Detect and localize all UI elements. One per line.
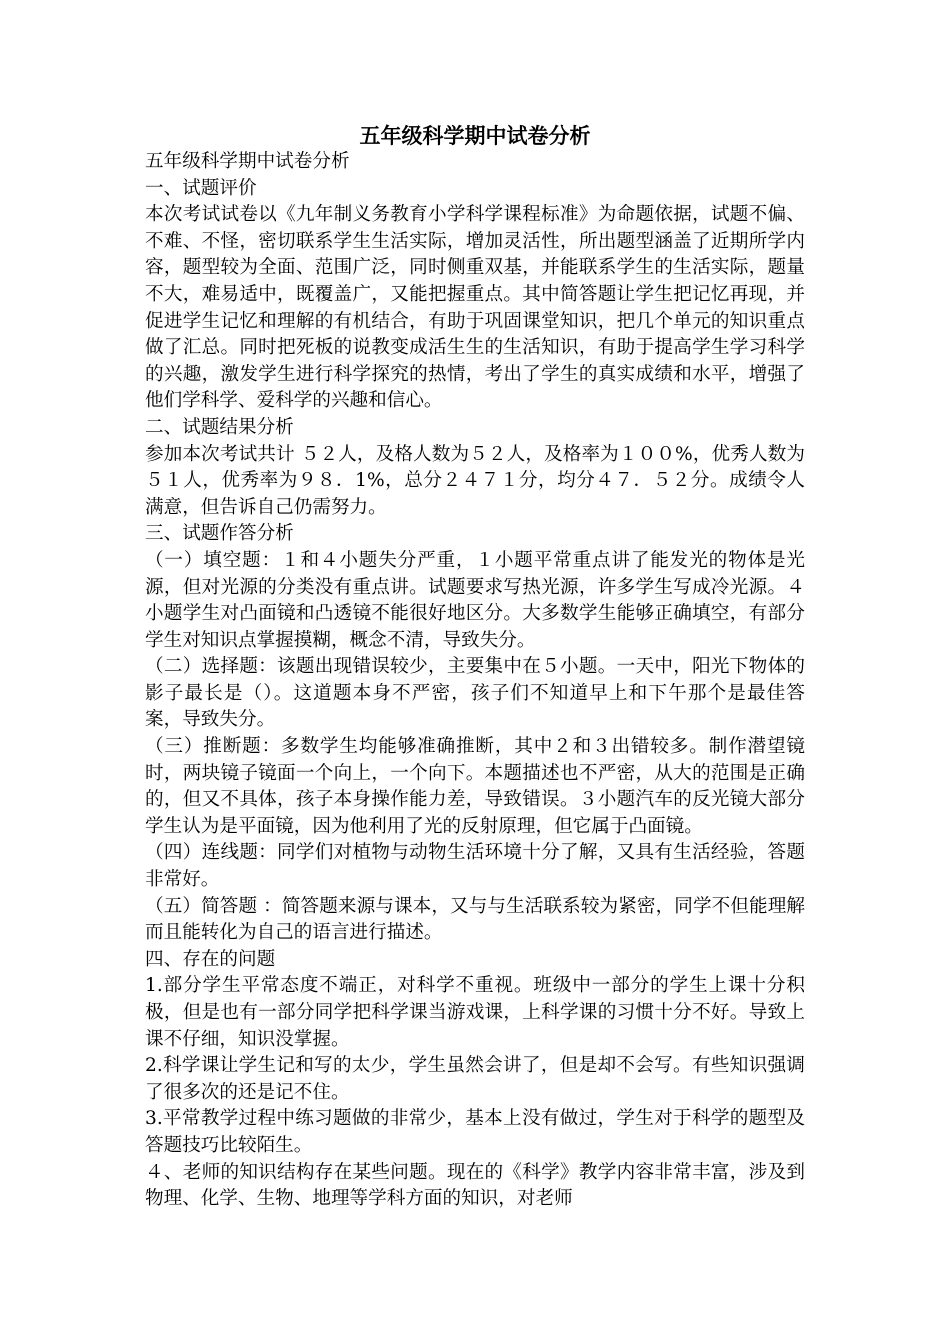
paragraph-fill-in-blank: （一）填空题：１和４小题失分严重，１小题平常重点讲了能发光的物体是光源，但对光源的分类没有重点讲。试题要求写热光源，许多学生写成冷光源。４小题学生对凸面镜和凸透镜不能很好地区分。大多数学生能够正确填空，有部分学生对知识点掌握摸糊，概念不清，导致失分。 xyxy=(145,549,805,651)
subtitle-line: 五年级科学期中试卷分析 xyxy=(145,151,350,172)
section-heading-answer-analysis: 三、试题作答分析 xyxy=(145,523,294,545)
paragraph-problem-1: 1.部分学生平常态度不端正，对科学不重视。班级中一部分的学生上课十分积极，但是也有一部分同学把科学课当游戏课，上科学课的习惯十分不好。导致上课不仔细，知识没掌握。 xyxy=(145,975,805,1050)
paragraph-problem-3: 3.平常教学过程中练习题做的非常少，基本上没有做过，学生对于科学的题型及答题技巧比较陌生。 xyxy=(145,1108,805,1156)
section-heading-evaluation: 一、试题评价 xyxy=(145,177,257,199)
paragraph-matching: （四）连线题：同学们对植物与动物生活环境十分了解，又具有生活经验，答题非常好。 xyxy=(145,842,805,891)
paragraph-results: 参加本次考试共计 ５２人，及格人数为５２人，及格率为１００%，优秀人数为５１人，优秀率为９８．1%，总分２４７１分，均分４７．５２分。成绩令人满意，但告诉自己仍需努力。 xyxy=(145,443,805,518)
document-body xyxy=(145,149,805,1213)
paragraph-short-answer: （五）简答题 ：简答题来源与课本，又与与生活联系较为紧密，同学不但能理解而且能转化为自己的语言进行描述。 xyxy=(145,895,805,944)
paragraph-evaluation: 本次考试试卷以《九年制义务教育小学科学课程标准》为命题依据，试题不偏、不难、不怪，密切联系学生生活实际，增加灵活性，所出题型涵盖了近期所学内容，题型较为全面、范围广泛，同时侧重双基，并能联系学生的生活实际，题量不大，难易适中，既覆盖广，又能把握重点。其中简答题让学生把记忆再现，并促进学生记忆和理解的有机结合，有助于巩固课堂知识，把几个单元的知识重点做了汇总。同时把死板的说教变成活生生的生活知识，有助于提高学生学习科学的兴趣，激发学生进行科学探究的热情，考出了学生的真实成绩和水平，增强了他们学科学、爱科学的兴趣和信心。 xyxy=(145,204,805,412)
paragraph-inference: （三）推断题：多数学生均能够准确推断，其中２和３出错较多。制作潜望镜时，两块镜子镜面一个向上，一个向下。本题描述也不严密，从大的范围是正确的，但又不具体，孩子本身操作能力差，导致错误。３小题汽车的反光镜大部分学生认为是平面镜，因为他利用了光的反射原理，但它属于凸面镜。 xyxy=(145,736,805,837)
paragraph-problem-2: 2.科学课让学生记和写的太少，学生虽然会讲了，但是却不会写。有些知识强调了很多次的还是记不住。 xyxy=(145,1055,805,1103)
document-title: 五年级科学期中试卷分析 xyxy=(359,123,591,148)
paragraph-problem-4: ４、老师的知识结构存在某些问题。现在的《科学》教学内容非常丰富，涉及到物理、化学、生物、地理等学科方面的知识，对老师 xyxy=(145,1161,805,1210)
section-heading-results: 二、试题结果分析 xyxy=(145,416,294,438)
paragraph-multiple-choice: （二）选择题：该题出现错误较少，主要集中在５小题。一天中，阳光下物体的影子最长是（）。这道题本身不严密，孩子们不知道早上和下午那个是最佳答案，导致失分。 xyxy=(145,656,805,731)
section-heading-problems: 四、存在的问题 xyxy=(145,948,276,970)
